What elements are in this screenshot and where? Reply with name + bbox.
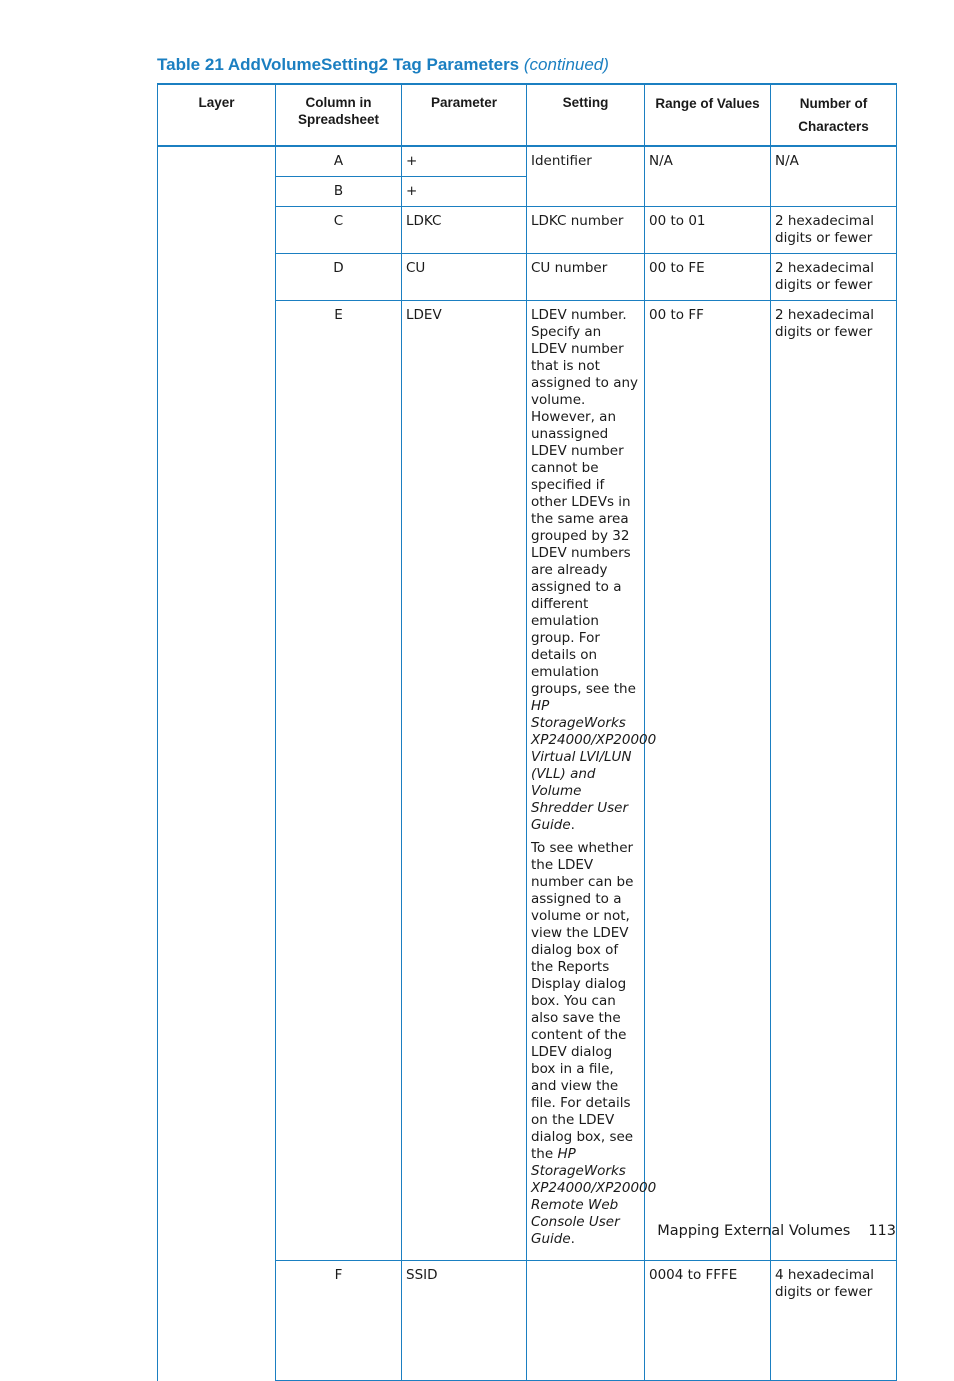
footer-section-title: Mapping External Volumes (657, 1223, 851, 1239)
page-number: 113 (868, 1223, 896, 1239)
range-cell: N/A (645, 146, 771, 207)
header-layer: Layer (158, 84, 276, 146)
header-parameter: Parameter (402, 84, 527, 146)
parameter-cell: CU (402, 254, 527, 301)
chars-cell: N/A (771, 146, 897, 207)
ldev-description-paragraph (531, 307, 657, 834)
parameter-cell: + (402, 146, 527, 177)
caption-continued: (continued) (523, 55, 609, 74)
chars-cell: 2 hexadecimal digits or fewer (771, 207, 897, 254)
chars-cell: 4 hexadecimal digits or fewer (771, 1261, 897, 1381)
setting-cell-ldev (527, 301, 657, 1261)
header-number-of-characters: Number of Characters (771, 84, 897, 146)
ldev-check-end: . (570, 1231, 575, 1247)
range-cell: 0004 to FFFE (645, 1261, 771, 1381)
rwc-guide-reference: HP StorageWorks XP24000/XP20000 Remote Web Console User Guide (531, 1146, 657, 1247)
table-caption (157, 55, 609, 75)
setting-cell: CU number (527, 254, 645, 301)
setting-cell: LDKC number (527, 207, 645, 254)
ldev-description-end: . (570, 817, 575, 833)
ldev-description-text: LDEV number. Specify an LDEV number that is not assigned to any volume. However, an unassigned LDEV number cannot be specified if other LDEVs in the same area grouped by 32 LDEV numbers are already assigned to a different emulation group. For details on emulation groups, see the (531, 307, 639, 697)
range-cell: 00 to FF (645, 301, 771, 1261)
header-setting: Setting (527, 84, 645, 146)
column-cell: A (276, 146, 402, 177)
layer-cell (158, 146, 276, 1381)
parameter-cell: + (402, 177, 527, 207)
range-cell: 00 to 01 (645, 207, 771, 254)
column-cell: E (276, 301, 402, 1261)
caption-title: Table 21 AddVolumeSetting2 Tag Parameters (157, 55, 520, 74)
column-cell: B (276, 177, 402, 207)
parameters-table (157, 83, 897, 1381)
parameter-cell: SSID (402, 1261, 527, 1381)
vll-guide-reference: HP StorageWorks XP24000/XP20000 Virtual LVI/LUN (VLL) and Volume Shredder User Guide (531, 698, 657, 833)
parameter-cell: LDKC (402, 207, 527, 254)
chars-cell: 2 hexadecimal digits or fewer (771, 254, 897, 301)
column-cell: D (276, 254, 402, 301)
setting-cell: Identifier (527, 146, 645, 207)
column-cell: F (276, 1261, 402, 1381)
column-cell: C (276, 207, 402, 254)
ldev-check-text: To see whether the LDEV number can be assigned to a volume or not, view the LDEV dialog box of the Reports Display dialog box. You can also save the content of the LDEV dialog box in a file, and view the file. For details on the LDEV dialog box, see the (531, 840, 634, 1162)
setting-cell (527, 1261, 645, 1381)
page-footer (657, 1223, 896, 1239)
header-range-of-values: Range of Values (645, 84, 771, 146)
header-column-in-spreadsheet: Column in Spreadsheet (276, 84, 402, 146)
parameter-cell: LDEV (402, 301, 527, 1261)
ldev-check-paragraph (531, 840, 657, 1248)
chars-cell: 2 hexadecimal digits or fewer (771, 301, 897, 1261)
table-row (158, 146, 897, 177)
range-cell: 00 to FE (645, 254, 771, 301)
table-header-row (158, 84, 897, 146)
